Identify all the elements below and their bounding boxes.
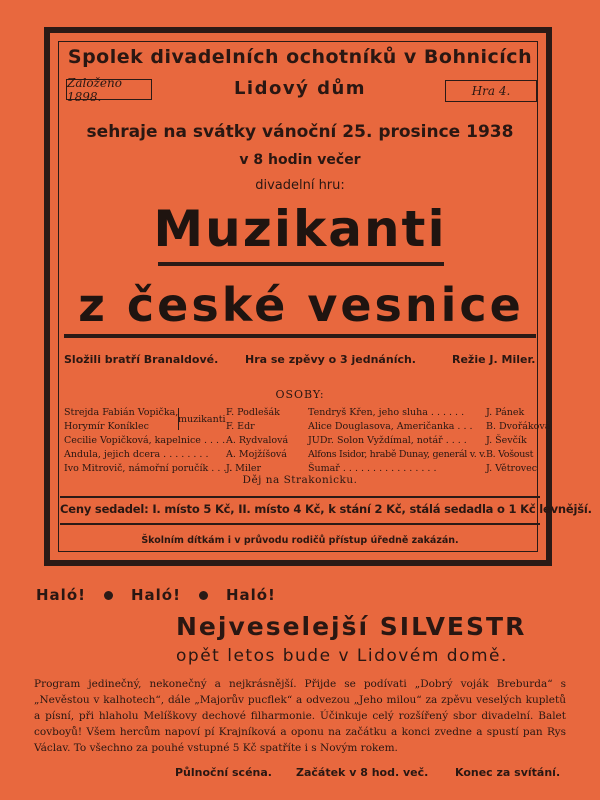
cast-right <box>308 406 551 476</box>
cast-role: Tendryš Křen, jeho sluha . . . . . . <box>308 407 465 418</box>
cast-role: Šumař . . . . . . . . . . . . . . . . <box>308 463 437 474</box>
cast-left <box>64 406 302 476</box>
intro-line: divadelní hru: <box>255 178 345 193</box>
cast-role: Ivo Mitrovič, námořní poručík . . . . <box>64 463 233 474</box>
title-underline-2 <box>64 334 536 338</box>
footer-start: Začátek v 8 hod. več. <box>296 766 429 779</box>
halo-line <box>36 586 276 604</box>
cast-row <box>308 420 551 434</box>
cast-role: Andula, jejich dcera . . . . . . . . <box>64 449 209 460</box>
cast-heading: OSOBY: <box>275 388 325 401</box>
prices-rule-top <box>60 496 540 498</box>
halo-word: Haló! <box>36 586 86 604</box>
halo-word: Haló! <box>130 586 181 604</box>
play-title-line2: z české vesnice <box>78 278 524 332</box>
cast-actor: F. Edr <box>226 421 255 432</box>
society-name: Spolek divadelních ochotníků v Bohnicích <box>67 46 533 68</box>
setting-line: Děj na Strakonicku. <box>242 474 358 486</box>
cast-role: Strejda Fabián Vopička, <box>64 407 179 418</box>
cast-role: Cecilie Vopičková, kapelnice . . . . <box>64 435 226 446</box>
footer-midnight: Půlnoční scéna. <box>175 766 272 779</box>
prices-rule-bottom <box>60 523 540 525</box>
cast-actor: J. Větrovec <box>486 463 538 474</box>
date-line: sehraje na svátky vánoční 25. prosince 1938 <box>86 122 514 142</box>
director: Režie J. Miler. <box>452 353 536 366</box>
venue: Lidový dům <box>233 78 367 99</box>
title-underline-1 <box>158 262 444 266</box>
play-title-line1: Muzikanti <box>153 200 447 258</box>
cast-role: JUDr. Solon Vyždímal, notář . . . . <box>308 435 467 446</box>
time-line: v 8 hodin večer <box>239 152 361 168</box>
cast-actor: B. Dvořáková <box>486 421 551 432</box>
cast-role: Horymír Koníklec <box>64 421 149 432</box>
authors: Složili bratří Branaldové. <box>64 353 219 366</box>
halo-word: Haló! <box>225 586 276 604</box>
seat-prices: Ceny sedadel: I. místo 5 Kč, II. místo 4 Kč, k stání 2 Kč, stálá sedadla o 1 Kč levnější. <box>60 502 592 516</box>
cast-row <box>308 448 540 462</box>
bullet-dot <box>104 591 113 600</box>
cast-actor: J. Ševčík <box>486 435 527 446</box>
cast-actor: J. Pánek <box>486 407 525 418</box>
play-number-label: Hra 4. <box>445 80 537 102</box>
genre: Hra se zpěvy o 3 jednáních. <box>245 353 416 366</box>
silvestr-subtitle: opět letos bude v Lidovém domě. <box>176 646 508 666</box>
bullet-dot <box>199 591 208 600</box>
cast-row <box>308 434 540 448</box>
cast-row <box>64 434 302 448</box>
footer-end: Konec za svítání. <box>455 766 561 779</box>
cast-actor: B. Vošoust <box>486 449 534 460</box>
cast-row <box>64 448 302 462</box>
program-description: Program jedinečný, nekonečný a nejkrásnější. Přijde se podívati „Dobrý voják Breburda“ s „Nevěstou v kalhotech“, dále „Majorův pucflek“ a odvezou „Jeho milou“ za zpěvu veselých kupletů a písní, při hlaholu Melíškovy dechové filharmonie. Účinkuje celý rozšířený sbor divadelní. Balet covboyů! Všem hercům napoví pí Krajníková a oponu na začátku a konci zvedne a spustí pan Rys Václav. To všechno za pouhé vstupné 5 Kč spatříte i s Novým rokem. <box>34 678 566 754</box>
school-notice: Školním dítkám i v průvodu rodičů přístup úředně zakázán. <box>141 535 459 546</box>
cast-row <box>308 406 540 420</box>
cast-role: Alice Douglasova, Američanka . . . <box>308 421 473 432</box>
cast-actor: J. Miler <box>226 463 262 474</box>
founded-label: Založeno 1898. <box>66 79 152 100</box>
cast-actor: A. Mojžíšová <box>226 449 287 460</box>
musicians-label: muzikanti <box>178 414 226 425</box>
silvestr-title: Nejveselejší SILVESTR <box>176 612 527 641</box>
cast-role: Alfons Isidor, hrabě Dunay, generál v. v. <box>308 449 486 460</box>
cast-actor: A. Rydvalová <box>226 435 289 446</box>
cast-actor: F. Podlešák <box>226 407 280 418</box>
